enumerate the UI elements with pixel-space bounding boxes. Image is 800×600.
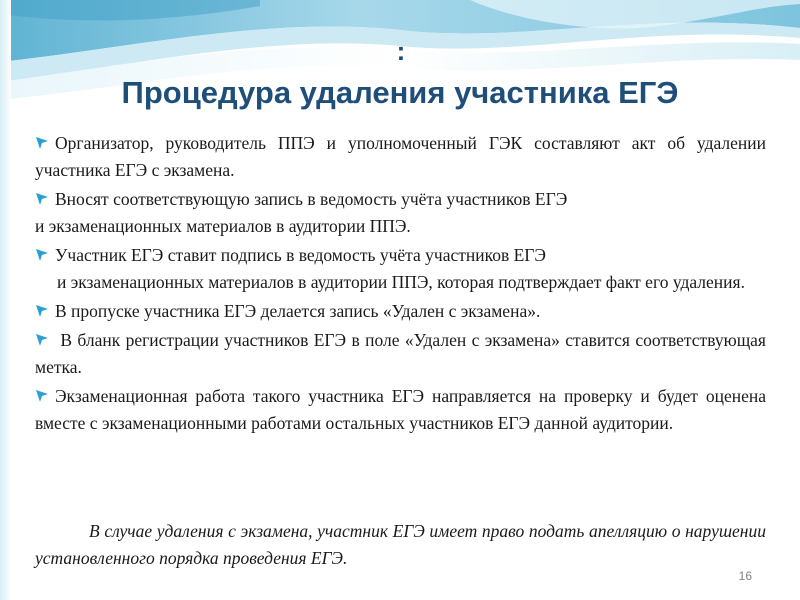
list-item xyxy=(35,298,766,325)
arrow-right-icon xyxy=(35,389,49,403)
list-item xyxy=(35,242,766,296)
bullet-list xyxy=(35,130,766,439)
arrow-right-icon xyxy=(35,248,49,262)
list-item xyxy=(35,383,766,437)
list-item-text: Организатор, руководитель ППЭ и уполномоченный ГЭК составляют акт об удалении участника ЕГЭ с экзамена. xyxy=(35,133,766,180)
list-item-text: Экзаменационная работа такого участника ЕГЭ направляется на проверку и будет оценена вместе с экзаменационными работами остальных участников ЕГЭ данной аудитории. xyxy=(35,386,766,433)
list-item-text: В пропуске участника ЕГЭ делается запись «Удален с экзамена». xyxy=(55,301,541,321)
arrow-right-icon xyxy=(35,304,49,318)
list-item-text: В бланк регистрации участников ЕГЭ в поле «Удален с экзамена» ставится соответствующая метка. xyxy=(35,330,766,377)
arrow-right-icon xyxy=(35,136,49,150)
list-item xyxy=(35,327,766,381)
slide-title: Процедура удаления участника ЕГЭ xyxy=(121,75,679,110)
list-item-text: Участник ЕГЭ ставит подпись в ведомость учёта участников ЕГЭ xyxy=(55,245,546,265)
arrow-right-icon xyxy=(35,192,49,206)
list-item xyxy=(35,186,766,240)
page-number: 16 xyxy=(738,569,752,583)
list-item xyxy=(35,130,766,184)
appeal-note xyxy=(35,518,766,572)
list-item-continuation: и экзаменационных материалов в аудитории ППЭ, которая подтверждает факт его удаления. xyxy=(57,272,745,292)
appeal-note-text: В случае удаления с экзамена, участник ЕГЭ имеет право подать апелляцию о нарушении установленного порядка проведения ЕГЭ. xyxy=(35,521,766,568)
arrow-right-icon xyxy=(35,333,49,347)
title-prefix: : xyxy=(396,36,406,66)
list-item-text: Вносят соответствующую запись в ведомость учёта участников ЕГЭ xyxy=(55,189,568,209)
list-item-continuation: и экзаменационных материалов в аудитории ППЭ. xyxy=(35,216,411,236)
